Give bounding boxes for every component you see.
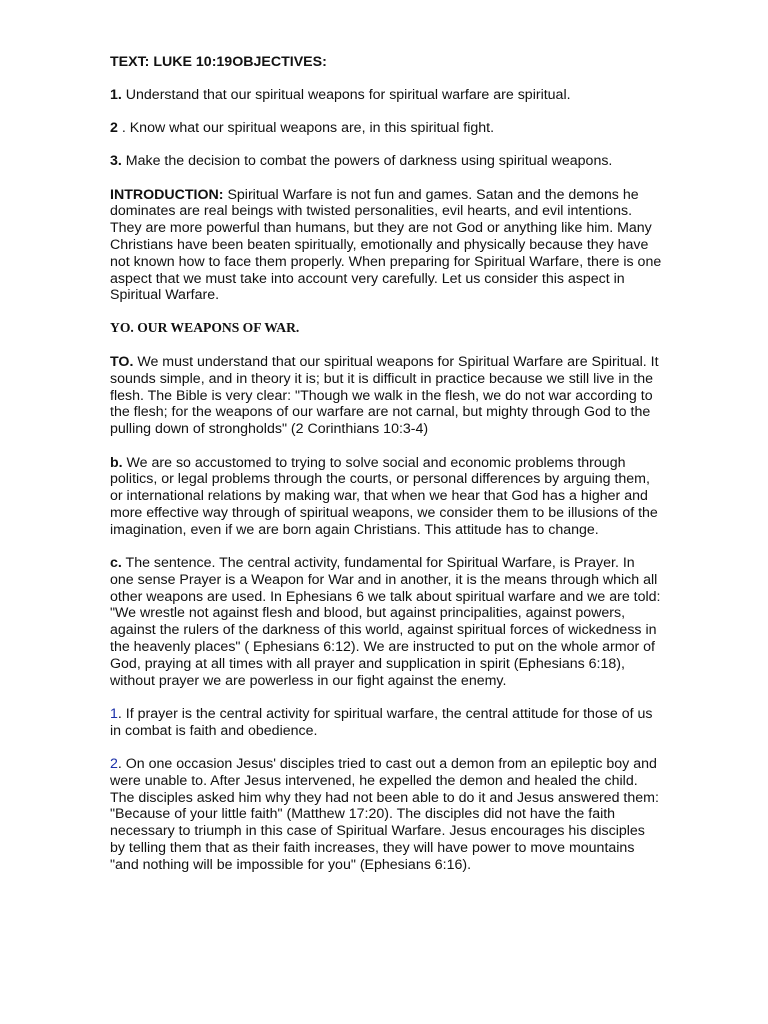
numbered-item-2 xyxy=(110,756,662,874)
introduction-label: INTRODUCTION: xyxy=(110,186,224,203)
numbered-item-1 xyxy=(110,706,662,740)
point-label: TO. xyxy=(110,354,134,371)
objective-number: 1. xyxy=(110,86,122,103)
introduction-text: Spiritual Warfare is not fun and games. Satan and the demons he dominates are real beings with twisted personalities, evil hearts, and evil intentions. They are more powerful than humans, but they are not God or anything like him. Many Christians have been beaten spiritually, emotionally and physically because they have not known how to face them properly. When preparing for Spiritual Warfare, there is one aspect that we must take into account very carefully. Let us consider this aspect in Spiritual Warfare. xyxy=(110,186,662,304)
document-page xyxy=(110,54,662,890)
point-b xyxy=(110,455,662,539)
introduction-paragraph xyxy=(110,187,662,305)
point-text: We must understand that our spiritual weapons for Spiritual Warfare are Spiritual. It sounds simple, and in theory it is; but it is difficult in practice because we still live in the flesh. The Bible is very clear: "Though we walk in the flesh, we do not war according to the flesh; for the weapons of our warfare are not carnal, but mighty through God to the pulling down of strongholds" (2 Corinthians 10:3-4) xyxy=(110,354,659,438)
objective-text: . Know what our spiritual weapons are, in this spiritual fight. xyxy=(117,120,495,137)
numbered-item-text: . On one occasion Jesus' disciples tried to cast out a demon from an epileptic boy and were unable to. After Jesus intervened, he expelled the demon and healed the child. The disciples asked him why they had not been able to do it and Jesus answered them: "Because of your little faith" (Matthew 17:20). The disciples did not have the faith necessary to triumph in this case of Spiritual Warfare. Jesus encourages his disciples by telling them that as their faith increases, they will have power to move mountains "and nothing will be impossible for you" (Ephesians 6:16). xyxy=(110,756,659,873)
objective-text: Understand that our spiritual weapons for spiritual warfare are spiritual. xyxy=(121,86,571,103)
objective-2 xyxy=(110,120,662,137)
document-title: TEXT: LUKE 10:19OBJECTIVES: xyxy=(110,54,327,70)
point-label: b. xyxy=(110,454,123,471)
point-label: c. xyxy=(110,555,122,572)
numbered-item-number: 1 xyxy=(110,705,118,722)
point-c xyxy=(110,555,662,689)
objective-number: 2 xyxy=(110,120,118,137)
numbered-item-text: . If prayer is the central activity for spiritual warfare, the central attitude for those of us in combat is faith and obedience. xyxy=(110,705,653,739)
objective-3 xyxy=(110,153,662,170)
objective-number: 3. xyxy=(110,153,122,170)
objective-1 xyxy=(110,87,662,104)
numbered-item-number: 2 xyxy=(110,756,118,772)
point-text: We are so accustomed to trying to solve social and economic problems through politics, or legal problems through the courts, or personal differences by arguing them, or international relations by making war, that when we hear that God has a higher and more effective way through of spiritual weapons, we consider them to be illusions of the imagination, even if we are born again Christians. This attitude has to change. xyxy=(110,454,658,538)
point-a xyxy=(110,354,662,438)
objective-text: Make the decision to combat the powers of darkness using spiritual weapons. xyxy=(121,153,613,170)
point-text: The sentence. The central activity, fundamental for Spiritual Warfare, is Prayer. In one sense Prayer is a Weapon for War and in another, it is the means through which all other weapons are used. In Ephesians 6 we talk about spiritual warfare and we are told: "We wrestle not against flesh and blood, but against principalities, against powers, against the rulers of the darkness of this world, against spiritual forces of wickedness in the heavenly places" ( Ephesians 6:12). We are instructed to put on the whole armor of God, praying at all times with all prayer and supplication in spirit (Ephesians 6:18), without prayer we are powerless in our fight against the enemy. xyxy=(110,555,661,689)
section-heading: YO. OUR WEAPONS OF WAR. xyxy=(110,320,300,336)
